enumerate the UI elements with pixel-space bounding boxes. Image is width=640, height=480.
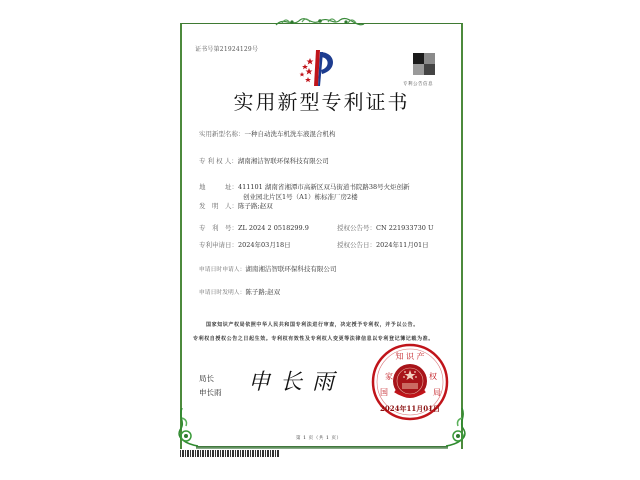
- floral-ornament-icon: [272, 14, 368, 30]
- field-label: 申请日时发明人：: [199, 290, 246, 296]
- field-label: 专 利 号：: [199, 224, 238, 232]
- director-name: 申长雨: [199, 388, 222, 397]
- director-title: 局长: [199, 374, 214, 383]
- field-address: [199, 182, 410, 191]
- field-label: 授权公告号：: [337, 224, 376, 232]
- certificate-bottom-border: [196, 446, 448, 449]
- field-inventor: [199, 201, 273, 210]
- seal-date: 2024年11月01日: [380, 404, 440, 413]
- field-value: CN 221933730 U: [376, 224, 434, 232]
- field-label: 专利申请日：: [199, 241, 238, 249]
- svg-text:家: 家: [385, 372, 393, 381]
- field-name: [199, 129, 336, 138]
- barcode: [180, 450, 280, 457]
- field-label: 实用新型名称：: [199, 130, 245, 138]
- field-label: 专 利 权 人：: [199, 157, 238, 165]
- field-value: 陈子路;赵双: [238, 202, 273, 210]
- field-address-line2: 创业园北片区1号（A1）栋标准厂房2楼: [243, 193, 358, 201]
- field-label: 发 明 人：: [199, 202, 238, 210]
- field-applicant-at-filing: [199, 264, 336, 273]
- certificate-title: 实用新型专利证书: [233, 90, 410, 114]
- field-announcement-no: [337, 223, 434, 232]
- field-value: 2024年03月18日: [238, 241, 291, 249]
- qr-code[interactable]: [413, 53, 435, 75]
- field-filing-date: [199, 240, 291, 249]
- page-number: 第 1 页（共 1 页）: [296, 436, 342, 441]
- svg-text:权: 权: [429, 372, 437, 381]
- notice-line-1: 国家知识产权局依照中华人民共和国专利法进行审查，决定授予专利权，并予以公告。: [206, 322, 419, 328]
- svg-text:知 识 产: 知 识 产: [395, 352, 425, 361]
- field-value: ZL 2024 2 0518299.9: [238, 224, 309, 232]
- field-label: 授权公告日：: [337, 241, 376, 249]
- field-value: 411101 湖南省湘潭市高新区双马街道书院路38号火炬创新: [238, 183, 410, 191]
- floral-corner-icon: [176, 408, 206, 448]
- svg-text:国: 国: [380, 388, 388, 397]
- field-inventor-at-filing: [199, 287, 280, 296]
- field-patentee: [199, 156, 329, 165]
- field-value: 2024年11月01日: [376, 241, 429, 249]
- field-value: 湖南湘洁智联环保科技有限公司: [245, 265, 337, 273]
- qr-label: 专利公告信息: [403, 82, 433, 87]
- field-label: 地 址：: [199, 183, 238, 191]
- certificate-number: 证书号第21924129号: [195, 46, 259, 53]
- notice-line-2: 专利权自授权公告之日起生效。专利权有效性及专利权人变更等法律信息以专利登记簿记载为准。: [193, 336, 434, 342]
- field-value: 陈子路;赵双: [245, 288, 281, 296]
- svg-text:局: 局: [433, 388, 441, 397]
- field-label: 申请日时申请人：: [199, 267, 246, 273]
- field-value: 一种自动洗车机洗车液混合机构: [244, 130, 336, 138]
- director-signature: 申长雨: [248, 370, 345, 395]
- field-value: 湖南湘洁智联环保科技有限公司: [237, 157, 329, 165]
- field-patent-no: [199, 223, 309, 232]
- cnipa-logo-icon: [296, 48, 340, 88]
- field-announcement-date: [337, 240, 429, 249]
